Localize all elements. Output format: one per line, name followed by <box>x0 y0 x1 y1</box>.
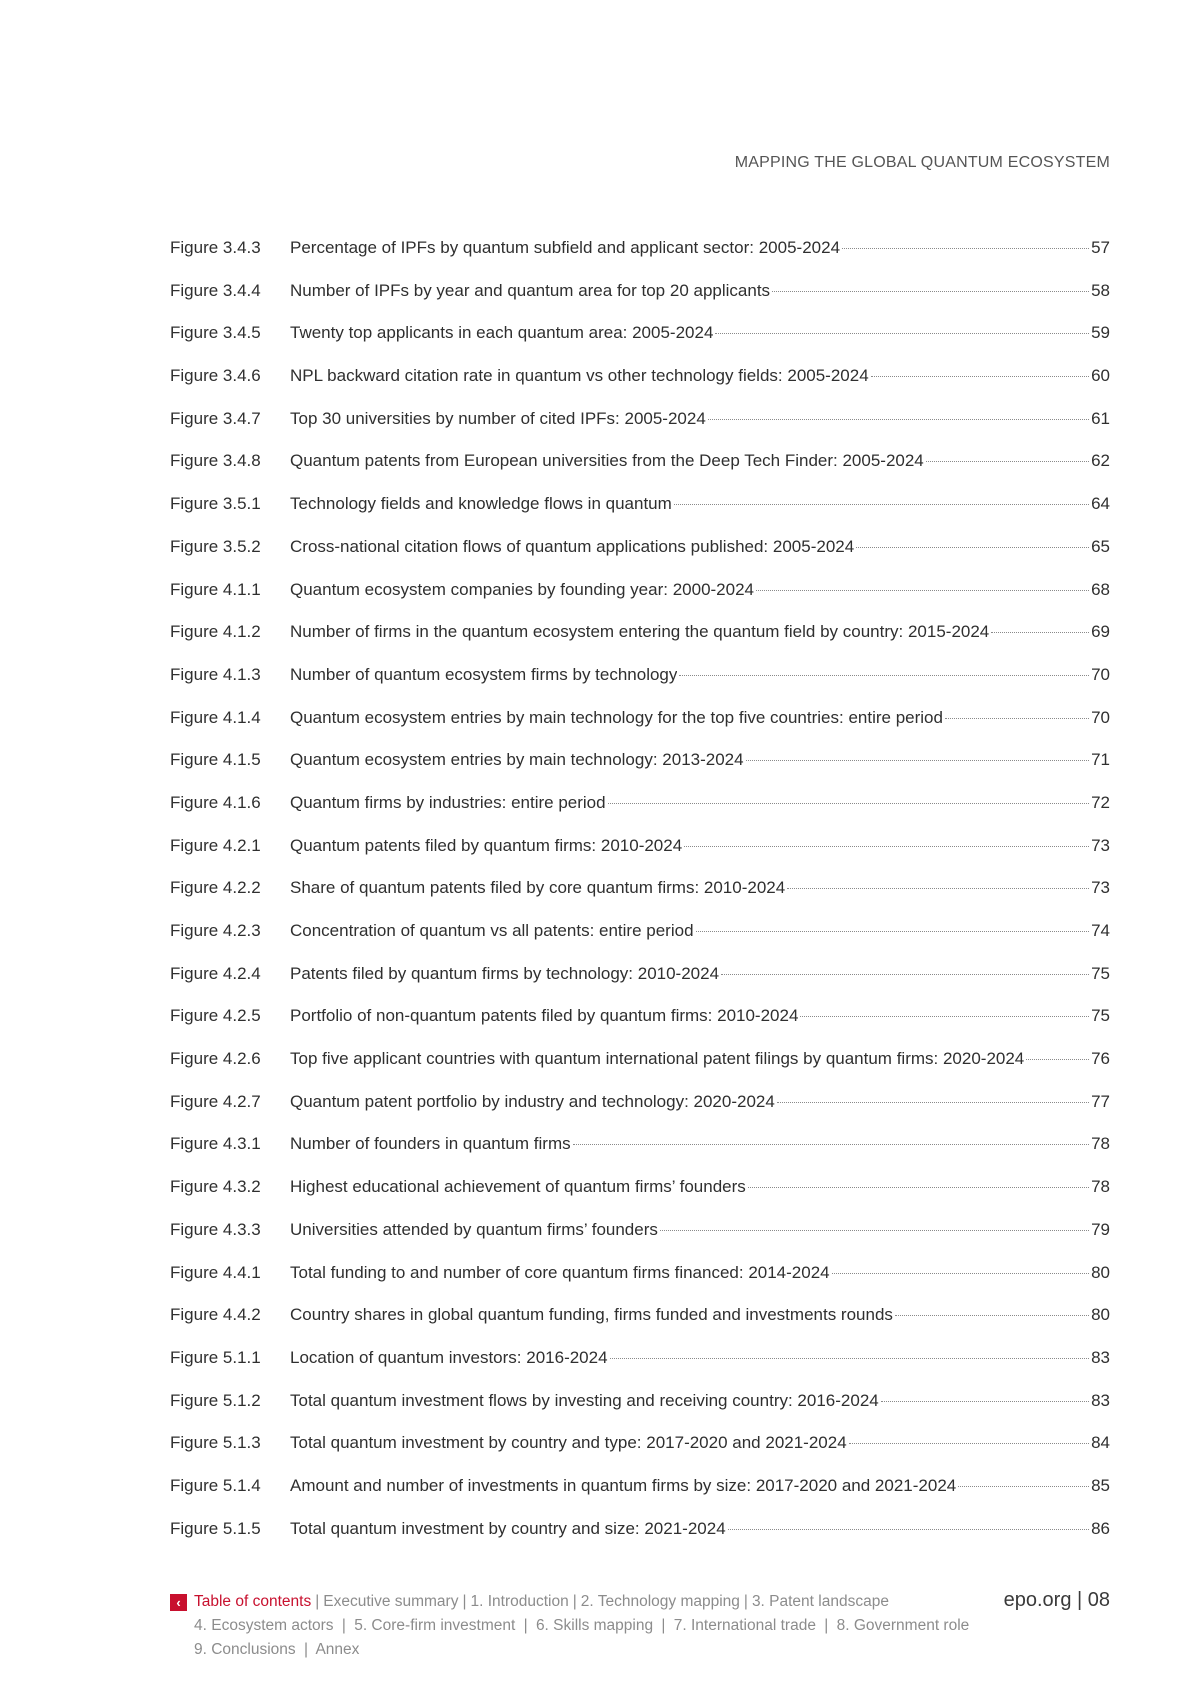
page-number: 71 <box>1091 750 1110 770</box>
figure-title: Total quantum investment by country and size: 2021-2024 <box>290 1518 726 1538</box>
figure-list <box>170 238 1110 1561</box>
page-number: 70 <box>1091 664 1110 684</box>
figure-number: Figure 4.2.2 <box>170 878 261 898</box>
page-number: 78 <box>1091 1177 1110 1197</box>
nav-link-patent-landscape[interactable]: 3. Patent landscape <box>751 1593 889 1610</box>
separator: | <box>743 1593 748 1610</box>
toc-entry[interactable] <box>170 537 1110 580</box>
figure-number: Figure 3.5.1 <box>170 494 261 514</box>
figure-title: Patents filed by quantum firms by technology: 2010-2024 <box>290 963 720 983</box>
figure-title: Concentration of quantum vs all patents: entire period <box>290 921 694 940</box>
figure-number: Figure 5.1.1 <box>170 1347 261 1367</box>
dot-leader <box>660 1230 1089 1231</box>
nav-link-conclusions[interactable]: 9. Conclusions <box>194 1641 296 1658</box>
dot-leader <box>800 1016 1089 1017</box>
page-number: 62 <box>1091 451 1110 471</box>
dot-leader <box>832 1273 1089 1274</box>
figure-number: Figure 4.1.6 <box>170 792 261 812</box>
toc-entry[interactable] <box>170 708 1110 751</box>
figure-number: Figure 4.2.3 <box>170 921 261 940</box>
figure-number: Figure 4.3.3 <box>170 1219 261 1239</box>
figure-number: Figure 4.1.4 <box>170 707 261 727</box>
figure-number: Figure 4.3.2 <box>170 1177 261 1197</box>
figure-title: Quantum patents from European universities from the Deep Tech Finder: 2005-2024 <box>290 451 924 471</box>
figure-number: Figure 4.1.2 <box>170 622 261 642</box>
figure-title: Quantum firms by industries: entire period <box>290 792 606 812</box>
figure-number: Figure 3.4.5 <box>170 323 261 343</box>
toc-entry[interactable] <box>170 793 1110 836</box>
toc-entry[interactable] <box>170 622 1110 665</box>
dot-leader <box>772 291 1089 292</box>
dot-leader <box>573 1144 1089 1145</box>
figure-number: Figure 3.4.8 <box>170 451 261 471</box>
figure-number: Figure 3.4.7 <box>170 408 261 428</box>
figure-number: Figure 3.4.3 <box>170 238 261 257</box>
separator: | <box>341 1617 346 1634</box>
toc-entry[interactable] <box>170 1433 1110 1476</box>
dot-leader <box>842 248 1089 249</box>
dot-leader <box>684 846 1089 847</box>
figure-title: Quantum ecosystem companies by founding year: 2000-2024 <box>290 579 754 599</box>
running-header: MAPPING THE GLOBAL QUANTUM ECOSYSTEM <box>734 154 1110 171</box>
figure-title: Total quantum investment by country and type: 2017-2020 and 2021-2024 <box>290 1433 847 1453</box>
toc-entry[interactable] <box>170 1006 1110 1049</box>
toc-entry[interactable] <box>170 1263 1110 1306</box>
dot-leader <box>708 419 1089 420</box>
figure-title: Number of founders in quantum firms <box>290 1134 571 1154</box>
separator: | <box>303 1641 309 1658</box>
footer-nav <box>170 1590 1110 1662</box>
nav-link-international-trade[interactable]: 7. International trade <box>673 1617 816 1634</box>
page-number: 79 <box>1091 1219 1110 1239</box>
figure-title: Amount and number of investments in quantum firms by size: 2017-2020 and 2021-2024 <box>290 1475 957 1495</box>
page-number: 76 <box>1091 1049 1110 1069</box>
nav-link-annex[interactable]: Annex <box>315 1641 360 1658</box>
page-number: 70 <box>1091 707 1110 727</box>
toc-entry[interactable] <box>170 1391 1110 1434</box>
page-number: 58 <box>1091 280 1110 300</box>
figure-number: Figure 3.5.2 <box>170 536 261 556</box>
dot-leader <box>696 931 1090 932</box>
figure-title: Quantum patents filed by quantum firms: 2010-2024 <box>290 835 683 855</box>
page-number: 75 <box>1091 1006 1110 1026</box>
dot-leader <box>1026 1059 1089 1060</box>
page-number: 68 <box>1091 579 1110 599</box>
nav-link-core-firm-investment[interactable]: 5. Core-firm investment <box>354 1617 516 1634</box>
toc-entry[interactable] <box>170 1134 1110 1177</box>
figure-number: Figure 5.1.5 <box>170 1518 261 1538</box>
page-number: 84 <box>1091 1433 1110 1453</box>
figure-number: Figure 4.4.1 <box>170 1262 261 1282</box>
page-number: 75 <box>1091 963 1110 983</box>
figure-title: Share of quantum patents filed by core quantum firms: 2010-2024 <box>290 878 786 898</box>
toc-entry[interactable] <box>170 836 1110 879</box>
toc-entry[interactable] <box>170 1049 1110 1092</box>
figure-title: Highest educational achievement of quantum firms’ founders <box>290 1177 746 1197</box>
figure-title: Top five applicant countries with quantum international patent filings by quantum firms: 2020-2024 <box>290 1049 1025 1069</box>
figure-number: Figure 4.2.4 <box>170 963 261 983</box>
dot-leader <box>748 1187 1089 1188</box>
nav-link-ecosystem-actors[interactable]: 4. Ecosystem actors <box>194 1617 334 1634</box>
page-number: 83 <box>1091 1390 1110 1410</box>
figure-number: Figure 3.4.6 <box>170 366 261 386</box>
dot-leader <box>991 632 1089 633</box>
toc-entry[interactable] <box>170 494 1110 537</box>
figure-title: Quantum ecosystem entries by main technology for the top five countries: entire period <box>290 707 943 727</box>
figure-number: Figure 4.3.1 <box>170 1134 261 1154</box>
figure-number: Figure 4.4.2 <box>170 1305 261 1325</box>
toc-entry[interactable] <box>170 878 1110 921</box>
toc-entry[interactable] <box>170 964 1110 1007</box>
dot-leader <box>721 974 1089 975</box>
page-number: 86 <box>1091 1518 1110 1538</box>
dot-leader <box>728 1529 1089 1530</box>
figure-title: Technology fields and knowledge flows in quantum <box>290 494 672 514</box>
toc-entry[interactable] <box>170 238 1110 281</box>
figure-number: Figure 5.1.4 <box>170 1475 261 1495</box>
page-number: 74 <box>1091 921 1110 940</box>
toc-entry[interactable] <box>170 1476 1110 1519</box>
page-number: 57 <box>1091 238 1110 257</box>
separator: | <box>824 1617 829 1634</box>
dot-leader <box>871 376 1089 377</box>
dot-leader <box>608 803 1089 804</box>
dot-leader <box>945 718 1089 719</box>
toc-entry[interactable] <box>170 580 1110 623</box>
dot-leader <box>849 1443 1089 1444</box>
figure-number: Figure 5.1.2 <box>170 1390 261 1410</box>
figure-number: Figure 5.1.3 <box>170 1433 261 1453</box>
toc-entry[interactable] <box>170 1092 1110 1135</box>
separator: | <box>462 1593 467 1610</box>
figure-title: Cross-national citation flows of quantum applications published: 2005-2024 <box>290 536 855 556</box>
figure-number: Figure 4.2.1 <box>170 835 261 855</box>
figure-title: Total quantum investment flows by investing and receiving country: 2016-2024 <box>290 1390 879 1410</box>
toc-entry[interactable] <box>170 665 1110 708</box>
page-number: 80 <box>1091 1305 1110 1325</box>
page-number: 78 <box>1091 1134 1110 1154</box>
separator: | <box>661 1617 666 1634</box>
page-number: 73 <box>1091 835 1110 855</box>
toc-entry[interactable] <box>170 281 1110 324</box>
figure-number: Figure 4.1.1 <box>170 579 261 599</box>
figure-title: Number of IPFs by year and quantum area for top 20 applicants <box>290 280 771 300</box>
dot-leader <box>746 760 1089 761</box>
figure-title: Top 30 universities by number of cited IPFs: 2005-2024 <box>290 408 706 428</box>
page-identifier: epo.org | 08 <box>1003 1589 1110 1611</box>
toc-entry[interactable] <box>170 366 1110 409</box>
page-number: 80 <box>1091 1262 1110 1282</box>
figure-title: Quantum patent portfolio by industry and technology: 2020-2024 <box>290 1091 775 1111</box>
page-number: 72 <box>1091 792 1110 812</box>
separator: | <box>315 1593 320 1610</box>
dot-leader <box>777 1102 1089 1103</box>
table-of-contents-link[interactable]: Table of contents <box>194 1593 312 1610</box>
nav-link-government-role[interactable]: 8. Government role <box>836 1617 970 1634</box>
dot-leader <box>674 504 1089 505</box>
dot-leader <box>926 461 1089 462</box>
dot-leader <box>787 888 1089 889</box>
separator: | <box>572 1593 577 1610</box>
page-number: 65 <box>1091 536 1110 556</box>
page-number: 61 <box>1091 408 1110 428</box>
figure-number: Figure 4.2.5 <box>170 1006 261 1026</box>
figure-number: Figure 4.2.6 <box>170 1049 261 1069</box>
dot-leader <box>679 675 1089 676</box>
toc-entry[interactable] <box>170 1220 1110 1263</box>
page-number: 64 <box>1091 494 1110 514</box>
figure-title: NPL backward citation rate in quantum vs other technology fields: 2005-2024 <box>290 366 869 386</box>
dot-leader <box>958 1486 1089 1487</box>
toc-entry[interactable] <box>170 409 1110 452</box>
figure-title: Universities attended by quantum firms’ founders <box>290 1219 658 1239</box>
figure-title: Number of quantum ecosystem firms by technology <box>290 664 678 684</box>
toc-entry[interactable] <box>170 1348 1110 1391</box>
page-number: 77 <box>1091 1091 1110 1111</box>
toc-entry[interactable] <box>170 921 1110 964</box>
toc-entry[interactable] <box>170 1177 1110 1220</box>
figure-number: Figure 4.1.3 <box>170 664 261 684</box>
toc-entry[interactable] <box>170 1305 1110 1348</box>
figure-number: Figure 4.2.7 <box>170 1091 261 1111</box>
nav-link-executive-summary[interactable]: Executive summary <box>323 1593 459 1610</box>
nav-link-skills-mapping[interactable]: 6. Skills mapping <box>535 1617 654 1634</box>
nav-link-introduction[interactable]: 1. Introduction <box>470 1593 569 1610</box>
toc-entry[interactable] <box>170 323 1110 366</box>
figure-title: Country shares in global quantum funding, firms funded and investments rounds <box>290 1305 893 1325</box>
figure-title: Number of firms in the quantum ecosystem entering the quantum field by country: 2015-2024 <box>290 622 990 642</box>
figure-number: Figure 4.1.5 <box>170 750 261 770</box>
figure-number: Figure 3.4.4 <box>170 280 261 300</box>
toc-entry[interactable] <box>170 750 1110 793</box>
figure-title: Portfolio of non-quantum patents filed by quantum firms: 2010-2024 <box>290 1006 799 1026</box>
figure-title: Quantum ecosystem entries by main technology: 2013-2024 <box>290 750 744 770</box>
dot-leader <box>715 333 1089 334</box>
figure-title: Percentage of IPFs by quantum subfield and applicant sector: 2005-2024 <box>290 238 841 257</box>
nav-link-technology-mapping[interactable]: 2. Technology mapping <box>580 1593 740 1610</box>
page-number: 83 <box>1091 1347 1110 1367</box>
separator: | <box>523 1617 528 1634</box>
dot-leader <box>881 1401 1089 1402</box>
chevron-left-icon[interactable]: ‹ <box>170 1594 187 1611</box>
page-number: 69 <box>1091 622 1110 642</box>
toc-entry[interactable] <box>170 451 1110 494</box>
figure-title: Twenty top applicants in each quantum area: 2005-2024 <box>290 323 714 343</box>
dot-leader <box>895 1315 1089 1316</box>
page-number: 60 <box>1091 366 1110 386</box>
figure-title: Location of quantum investors: 2016-2024 <box>290 1347 608 1367</box>
page-number: 85 <box>1091 1475 1110 1495</box>
dot-leader <box>856 547 1089 548</box>
dot-leader <box>610 1358 1090 1359</box>
page-number: 59 <box>1091 323 1110 343</box>
toc-entry[interactable] <box>170 1519 1110 1562</box>
page-number: 73 <box>1091 878 1110 898</box>
figure-title: Total funding to and number of core quantum firms financed: 2014-2024 <box>290 1262 830 1282</box>
dot-leader <box>756 590 1089 591</box>
